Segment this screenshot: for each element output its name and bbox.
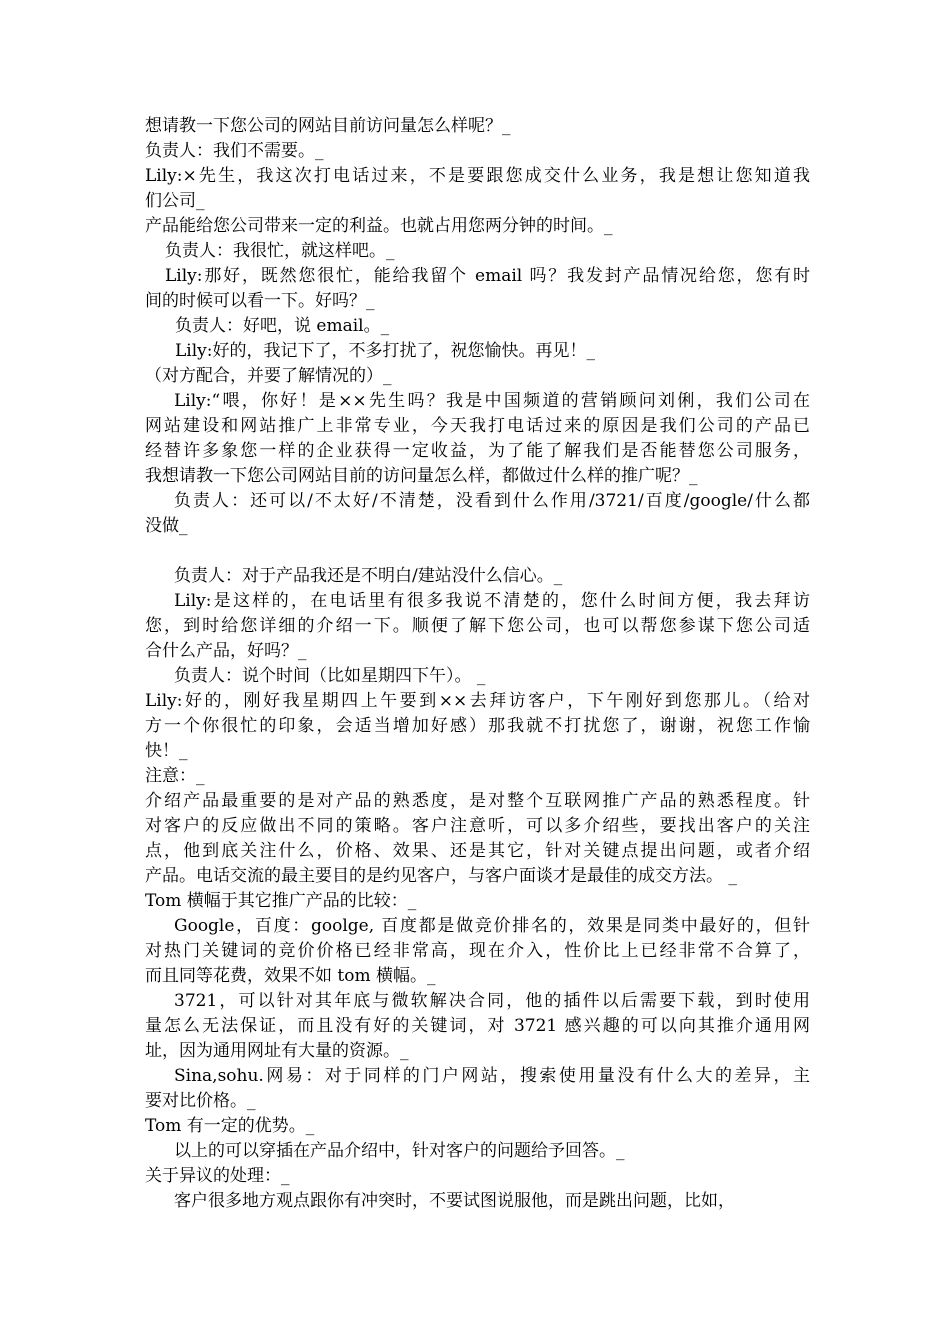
text-line: Sina,sohu.网易：对于同样的门户网站，搜索使用量没有什么大的差异，主: [174, 1066, 810, 1086]
text-line: 您，到时给您详细的介绍一下。顺便了解下您公司，也可以帮您参谋下您公司适: [145, 616, 810, 636]
text-line: 负责人：对于产品我还是不明白/建站没什么信心。_: [174, 566, 563, 586]
text-line: 快！_: [145, 741, 188, 761]
text-line: Google，百度：goolge, 百度都是做竞价排名的，效果是同类中最好的，但针: [174, 916, 810, 936]
text-line: 以上的可以穿插在产品介绍中，针对客户的问题给予回答。_: [174, 1141, 625, 1161]
text-line: 客户很多地方观点跟你有冲突时，不要试图说服他，而是跳出问题，比如，: [174, 1191, 735, 1211]
text-line: 对客户的反应做出不同的策略。客户注意听，可以多介绍些，要找出客户的关注: [145, 816, 810, 836]
text-line: 负责人：我很忙，就这样吧。_: [165, 241, 395, 261]
text-line: Lily:是这样的，在电话里有很多我说不清楚的，您什么时间方便，我去拜访: [174, 591, 810, 611]
text-line: 间的时候可以看一下。好吗？_: [145, 291, 375, 311]
text-line: 经替许多象您一样的企业获得一定收益，为了能了解我们是否能替您公司服务，: [145, 441, 810, 461]
text-line: 合什么产品，好吗？_: [145, 641, 307, 661]
text-line: Lily:×先生，我这次打电话过来，不是要跟您成交什么业务，我是想让您知道我: [145, 166, 810, 186]
text-line: 我想请教一下您公司网站目前的访问量怎么样，都做过什么样的推广呢？_: [145, 466, 698, 486]
text-line: 址，因为通用网址有大量的资源。_: [145, 1041, 409, 1061]
text-line: 产品能给您公司带来一定的利益。也就占用您两分钟的时间。_: [145, 216, 613, 236]
text-line: Tom 横幅于其它推广产品的比较：_: [145, 891, 417, 911]
text-line: 要对比价格。_: [145, 1091, 256, 1111]
text-line: 产品。电话交流的最主要目的是约见客户，与客户面谈才是最佳的成交方法。 _: [145, 866, 737, 886]
text-line: 网站建设和网站推广上非常专业，今天我打电话过来的原因是我们公司的产品已: [145, 416, 810, 436]
text-line: 点，他到底关注什么，价格、效果、还是其它，针对关键点提出问题，或者介绍: [145, 841, 810, 861]
text-line: 介绍产品最重要的是对产品的熟悉度，是对整个互联网推广产品的熟悉程度。针: [145, 791, 810, 811]
text-line: 量怎么无法保证，而且没有好的关键词，对 3721 感兴趣的可以向其推介通用网: [145, 1016, 810, 1036]
text-line: 注意：_: [145, 766, 205, 786]
blank-line: [145, 539, 810, 564]
text-line: （对方配合，并要了解情况的）_: [145, 366, 392, 386]
text-line: 们公司_: [145, 191, 205, 211]
text-line: 想请教一下您公司的网站目前访问量怎么样呢？_: [145, 116, 511, 136]
text-line: Lily:“喂，你好！是××先生吗？我是中国频道的营销顾问刘俐，我们公司在: [174, 391, 810, 411]
text-line: 对热门关键词的竞价价格已经非常高，现在介入，性价比上已经非常不合算了，: [145, 941, 810, 961]
text-line: 负责人：我们不需要。_: [145, 141, 324, 161]
text-line: Lily:那好，既然您很忙，能给我留个 email 吗？我发封产品情况给您，您有时: [165, 266, 810, 286]
text-line: Lily:好的，刚好我星期四上午要到××去拜访客户，下午刚好到您那儿。（给对: [145, 691, 810, 711]
text-line: Lily:好的，我记下了，不多打扰了，祝您愉快。再见！_: [175, 341, 595, 361]
text-line: 方一个你很忙的印象，会适当增加好感）那我就不打扰您了，谢谢，祝您工作愉: [145, 716, 810, 736]
text-line: 关于异议的处理：_: [145, 1166, 290, 1186]
text-line: 负责人：说个时间（比如星期四下午）。 _: [174, 666, 486, 686]
text-line: 3721，可以针对其年底与微软解决合同，他的插件以后需要下载，到时使用: [174, 991, 810, 1011]
text-line: 而且同等花费，效果不如 tom 横幅。_: [145, 966, 436, 986]
text-line: 负责人：好吧，说 email。_: [175, 316, 390, 336]
text-line: 负责人：还可以/不太好/不清楚，没看到什么作用/3721/百度/google/什么都: [174, 491, 810, 511]
text-line: Tom 有一定的优势。_: [145, 1116, 315, 1136]
document-page: [145, 114, 810, 1214]
text-line: 没做_: [145, 516, 188, 536]
